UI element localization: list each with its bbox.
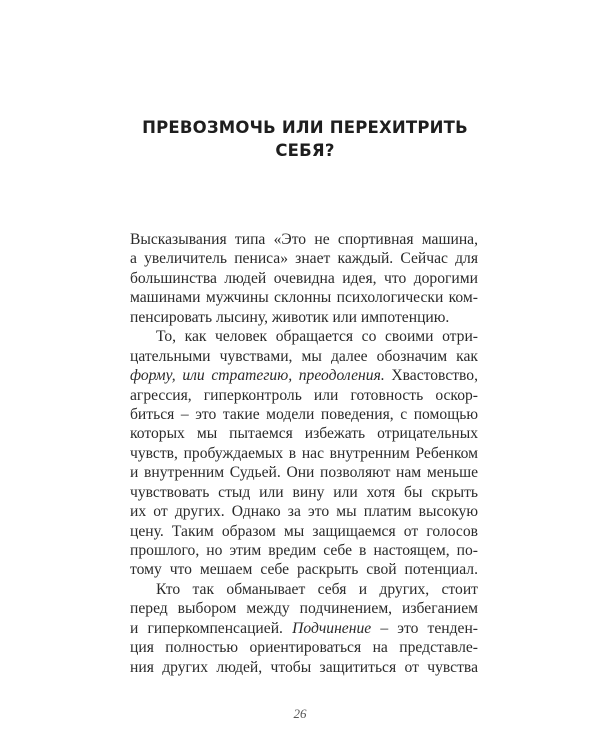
text-segment: Хвастовство, — [384, 367, 479, 385]
text-line: а увеличитель пениса» знает каждый. Сейчас для — [130, 250, 478, 268]
text-line: перед выбором между подчинением, избеганием — [130, 600, 478, 618]
text-line: цену. Таким образом мы защищаемся от голосов — [130, 522, 478, 540]
text-line: и внутренним Судьей. Они позволяют нам меньше — [130, 464, 478, 482]
text-line: машинами мужчины склонны психологически ком- — [130, 289, 478, 307]
text-line: биться – это такие модели поведения, с помощью — [130, 405, 478, 423]
text-line: То, как человек обращается со своими отри- — [156, 328, 478, 346]
text-line: цательными чувствами, мы далее обозначим как — [130, 347, 478, 365]
text-line — [130, 366, 478, 385]
text-segment: – это тенден- — [371, 619, 478, 637]
chapter-title-line-2: СЕБЯ? — [275, 141, 335, 160]
text-line: большинства людей очевидна идея, что дорогими — [130, 269, 478, 287]
text-line: чувств, пробуждаемых в нас внутренним Ребенком — [130, 444, 478, 462]
text-line: агрессия, гиперконтроль или готовность оскор- — [130, 386, 478, 404]
text-line: их от других. Однако за это мы платим высокую — [130, 503, 478, 521]
text-line: Высказывания типа «Это не спортивная машина, — [130, 231, 478, 248]
text-line: Кто так обманывает себя и других, стоит — [156, 580, 478, 598]
italic-term: Подчинение — [292, 619, 372, 637]
text-segment: и гиперкомпенсацией. — [130, 619, 293, 637]
page-number: 26 — [293, 706, 307, 721]
text-line: ция полностью ориентироваться на представле- — [130, 639, 478, 657]
text-line: тому что мешаем себе раскрыть свой потенциал. — [130, 561, 478, 579]
text-line: ния других людей, чтобы защититься от чувства — [130, 658, 478, 676]
text-line: чувствовать стыд или вину или хотя бы скрыть — [130, 483, 478, 501]
italic-term: форму, или стратегию, преодоления. — [130, 367, 385, 385]
text-line: прошлого, но этим вредим себе в настоящем, по- — [130, 542, 478, 559]
chapter-title-line-1: ПРЕВОЗМОЧЬ ИЛИ ПЕРЕХИТРИТЬ — [142, 118, 468, 137]
body-text — [130, 230, 478, 677]
text-line — [130, 619, 478, 638]
text-line: которых мы пытаемся избежать отрицательных — [130, 425, 478, 443]
text-line: пенсировать лысину, животик или импотенцию. — [130, 308, 450, 326]
chapter-title — [0, 116, 600, 162]
